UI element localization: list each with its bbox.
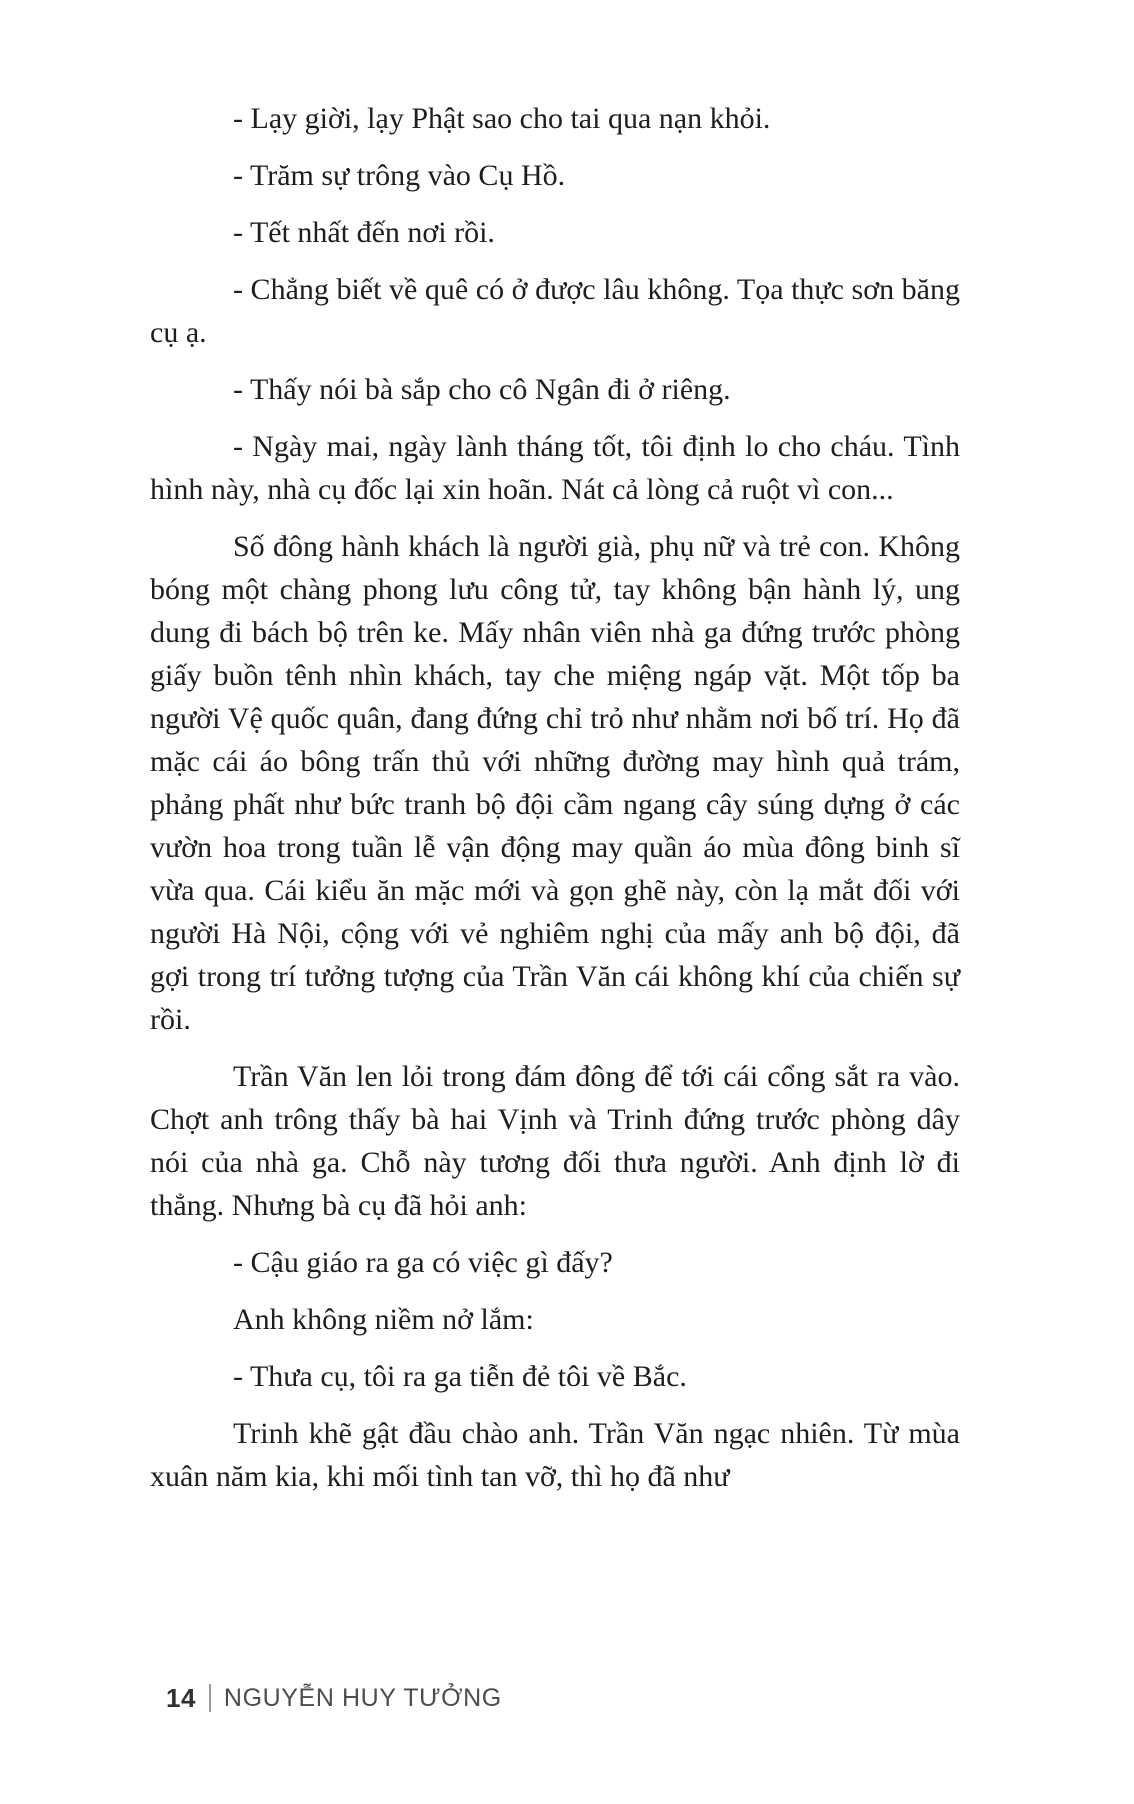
paragraph: - Chẳng biết về quê có ở được lâu không. Tọa thực sơn băng cụ ạ. bbox=[150, 273, 960, 349]
paragraph: - Cậu giáo ra ga có việc gì đấy? bbox=[233, 1246, 613, 1279]
paragraph: - Thấy nói bà sắp cho cô Ngân đi ở riêng. bbox=[233, 373, 731, 406]
paragraph: Trần Văn len lỏi trong đám đông để tới cái cổng sắt ra vào. Chợt anh trông thấy bà hai Vịnh và Trinh đứng trước phòng dây nói của nhà ga. Chỗ này tương đối thưa người. Anh định lờ đi thẳng. Nhưng bà cụ đã hỏi anh: bbox=[150, 1060, 960, 1222]
paragraph: Anh không niềm nở lắm: bbox=[233, 1303, 534, 1336]
page-footer bbox=[166, 1683, 502, 1713]
page-text bbox=[150, 97, 960, 1498]
author-name: NGUYỄN HUY TƯỞNG bbox=[223, 1684, 502, 1712]
paragraph: - Lạy giời, lạy Phật sao cho tai qua nạn khỏi. bbox=[233, 102, 771, 135]
paragraph: Trinh khẽ gật đầu chào anh. Trần Văn ngạc nhiên. Từ mùa xuân năm kia, khi mối tình tan vỡ, thì họ đã như bbox=[150, 1417, 960, 1493]
paragraph: Số đông hành khách là người già, phụ nữ và trẻ con. Không bóng một chàng phong lưu công tử, tay không bận hành lý, ung dung đi bách bộ trên ke. Mấy nhân viên nhà ga đứng trước phòng giấy buồn tênh nhìn khách, tay che miệng ngáp vặt. Một tốp ba người Vệ quốc quân, đang đứng chỉ trỏ như nhằm nơi bố trí. Họ đã mặc cái áo bông trấn thủ với những đường may hình quả trám, phảng phất như bức tranh bộ đội cầm ngang cây súng dựng ở các vườn hoa trong tuần lễ vận động may quần áo mùa đông binh sĩ vừa qua. Cái kiểu ăn mặc mới và gọn ghẽ này, còn lạ mắt đối với người Hà Nội, cộng với vẻ nghiêm nghị của mấy anh bộ đội, đã gợi trong trí tưởng tượng của Trần Văn cái không khí của chiến sự rồi. bbox=[150, 530, 960, 1036]
paragraph: - Thưa cụ, tôi ra ga tiễn đẻ tôi về Bắc. bbox=[233, 1360, 687, 1393]
page-number: 14 bbox=[166, 1683, 196, 1713]
paragraph: - Tết nhất đến nơi rồi. bbox=[233, 216, 495, 249]
paragraph: - Ngày mai, ngày lành tháng tốt, tôi định lo cho cháu. Tình hình này, nhà cụ đốc lại xin hoãn. Nát cả lòng cả ruột vì con... bbox=[150, 430, 960, 506]
paragraph: - Trăm sự trông vào Cụ Hồ. bbox=[233, 159, 566, 192]
footer-divider bbox=[209, 1684, 211, 1712]
